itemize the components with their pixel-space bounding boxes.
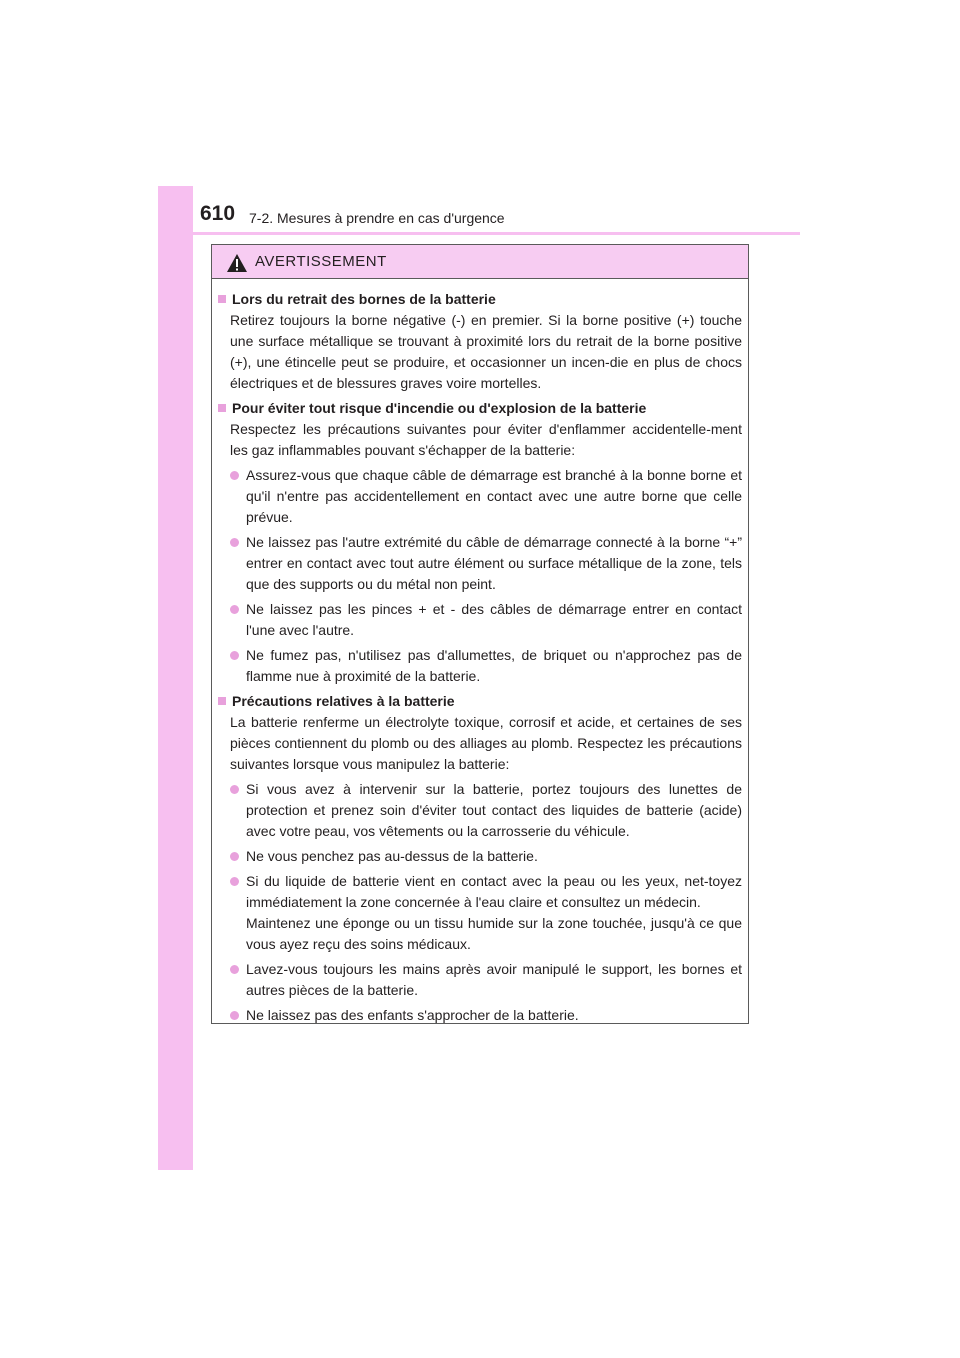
list-item-text-extra: Maintenez une éponge ou un tissu humide sur la zone touchée, jusqu'à ce que vous ayez reçu des soins médicaux. <box>246 915 742 952</box>
square-bullet-icon <box>218 295 226 303</box>
list-item-text: Assurez-vous que chaque câble de démarrage est branché à la bonne borne et qu'il n'entre pas accidentellement en contact avec une autre borne que celle prévue. <box>246 467 742 525</box>
section-heading <box>217 289 742 310</box>
list-item <box>230 532 742 595</box>
list-item-text: Si vous avez à intervenir sur la batterie, portez toujours des lunettes de protection et prenez soin d'éviter tout contact des liquides de batterie (acide) avec votre peau, vos vêtements ou la carrosserie du véhicule. <box>246 781 742 839</box>
warning-title: AVERTISSEMENT <box>255 253 387 270</box>
round-bullet-icon <box>230 471 239 480</box>
list-item-text-main: Si du liquide de batterie vient en contact avec la peau ou les yeux, net-toyez immédiatement la zone concernée à l'eau claire et consultez un médecin. <box>246 873 742 910</box>
round-bullet-icon <box>230 965 239 974</box>
warning-content <box>212 279 748 1026</box>
list-item-text: Ne laissez pas l'autre extrémité du câble de démarrage connecté à la borne “+” entrer en contact avec tout autre élément ou surface métallique de la zone, tels que des supports ou du métal non peint. <box>246 534 742 592</box>
list-item-text: Ne vous penchez pas au-dessus de la batterie. <box>246 848 538 864</box>
section-fire-explosion <box>217 398 742 687</box>
section-heading <box>217 398 742 419</box>
list-item-text <box>246 871 742 955</box>
square-bullet-icon <box>218 697 226 705</box>
round-bullet-icon <box>230 1011 239 1020</box>
page-number: 610 <box>200 202 236 225</box>
side-tab-strip <box>158 186 193 1170</box>
round-bullet-icon <box>230 877 239 886</box>
square-bullet-icon <box>218 404 226 412</box>
list-item <box>230 1005 742 1026</box>
section-heading <box>217 691 742 712</box>
round-bullet-icon <box>230 785 239 794</box>
list-item <box>230 465 742 528</box>
section-battery-removal <box>217 289 742 394</box>
list-item <box>230 779 742 842</box>
section-heading-text: Lors du retrait des bornes de la batterie <box>232 291 496 307</box>
list-item <box>230 599 742 641</box>
round-bullet-icon <box>230 651 239 660</box>
warning-triangle-icon <box>226 253 248 273</box>
list-item-text: Ne laissez pas des enfants s'approcher de la batterie. <box>246 1007 579 1023</box>
section-battery-precautions <box>217 691 742 1026</box>
list-item <box>230 871 742 955</box>
section-paragraph: Respectez les précautions suivantes pour éviter d'enflammer accidentelle-ment les gaz inflammables pouvant s'échapper de la batterie: <box>230 421 742 458</box>
section-paragraph: Retirez toujours la borne négative (-) en premier. Si la borne positive (+) touche une surface métallique se trouvant à proximité lors du retrait de la borne positive (+), une étincelle peut se produire, et occasionner un incen-die en plus de chocs électriques et de blessures graves voire mortelles. <box>230 312 742 391</box>
section-heading-text: Pour éviter tout risque d'incendie ou d'explosion de la batterie <box>232 400 647 416</box>
section-title: 7-2. Mesures à prendre en cas d'urgence <box>249 210 505 226</box>
section-heading-text: Précautions relatives à la batterie <box>232 693 455 709</box>
section-paragraph: La batterie renferme un électrolyte toxique, corrosif et acide, et certaines de ses pièces contiennent du plomb ou des alliages au plomb. Respectez les précautions suivantes lorsque vous manipulez la batterie: <box>230 714 742 772</box>
round-bullet-icon <box>230 538 239 547</box>
warning-box <box>211 244 749 1024</box>
list-item <box>230 645 742 687</box>
list-item <box>230 959 742 1001</box>
page-header <box>200 200 800 234</box>
header-rule <box>193 232 800 235</box>
list-item-text: Ne laissez pas les pinces + et - des câbles de démarrage entrer en contact l'une avec l'autre. <box>246 601 742 638</box>
list-item-text: Lavez-vous toujours les mains après avoir manipulé le support, les bornes et autres pièces de la batterie. <box>246 961 742 998</box>
warning-header <box>212 245 748 279</box>
list-item-text: Ne fumez pas, n'utilisez pas d'allumettes, de briquet ou n'approchez pas de flamme nue à proximité de la batterie. <box>246 647 742 684</box>
round-bullet-icon <box>230 605 239 614</box>
round-bullet-icon <box>230 852 239 861</box>
list-item <box>230 846 742 867</box>
